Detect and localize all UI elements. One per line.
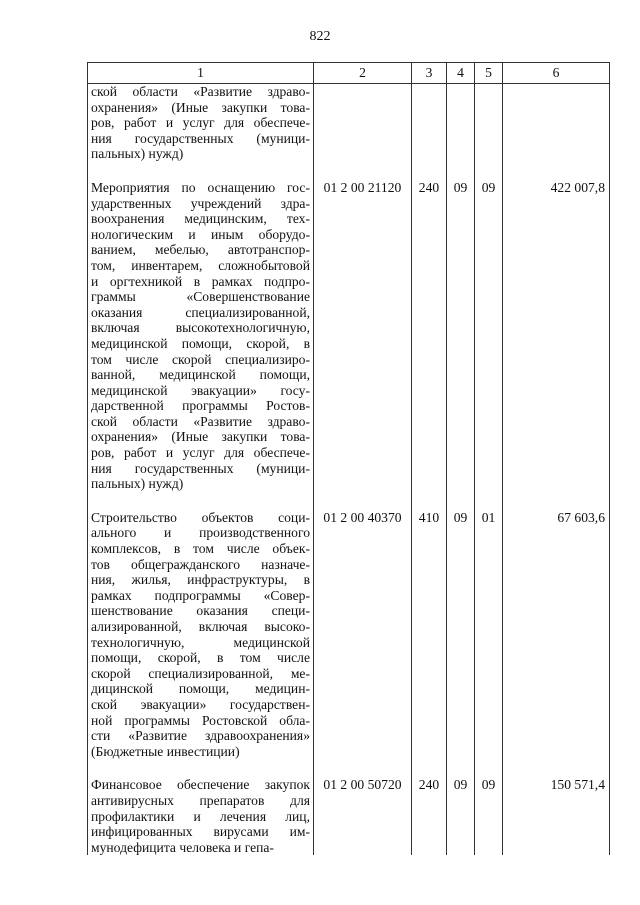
description-line: том числе скорой специализиро- [91,351,310,367]
expense-type-code [412,84,447,162]
column-header-1: 1 [88,63,314,84]
table-row [88,759,610,855]
expense-type-code: 410 [412,492,447,760]
description-line: дицинской помощи, медицин- [91,681,310,697]
column-header-5: 5 [475,63,503,84]
description-line: граммы «Совершенствование [91,289,310,305]
description-line: рамках подпрограммы «Совер- [91,587,310,603]
description-line: воохранения медицинским, тех- [91,211,310,227]
description-line: включая высокотехнологичную, [91,320,310,336]
target-article-code: 01 2 00 21120 [314,162,412,492]
subsection-code: 09 [475,162,503,492]
column-header-2: 2 [314,63,412,84]
description-line: сти «Развитие здравоохранения» [91,728,310,744]
description-line: Финансовое обеспечение закупок [91,777,310,793]
amount-value [503,84,610,162]
description-line: ской эвакуации» государствен- [91,696,310,712]
description-line: пальных) нужд) [91,146,184,162]
expense-type-code: 240 [412,759,447,855]
description-line: Строительство объектов соци- [91,509,310,525]
description-line: дарственной программы Ростов- [91,398,310,414]
budget-table [87,62,610,855]
target-article-code: 01 2 00 50720 [314,759,412,855]
target-article-code [314,84,412,162]
row-description [88,162,314,492]
column-header-3: 3 [412,63,447,84]
description-line: ния, жилья, инфраструктуры, в [91,572,310,588]
description-line: помощи, скорой, в том числе [91,650,310,666]
description-line: ния государственных (муници- [91,130,310,146]
description-line: профилактики и лечения лиц, [91,808,310,824]
row-description [88,492,314,760]
description-line: ванием, мебелью, автотранспор- [91,242,310,258]
subsection-code: 01 [475,492,503,760]
description-line: ров, работ и услуг для обеспече- [91,115,310,131]
description-line: охранения» (Иные закупки това- [91,99,310,115]
description-line: Мероприятия по оснащению гос- [91,179,310,195]
section-code [447,84,475,162]
description-line: комплексов, в том числе объек- [91,541,310,557]
description-line: ров, работ и услуг для обеспече- [91,445,310,461]
description-line: технологичную, медицинской [91,634,310,650]
description-line: и оргтехникой в рамках подпро- [91,273,310,289]
description-line: пальных) нужд) [91,476,184,492]
subsection-code: 09 [475,759,503,855]
table-row [88,84,610,162]
description-line: тов общегражданского назначе- [91,556,310,572]
table-header-row [88,63,610,84]
row-description [88,84,314,162]
description-line: ской области «Развитие здраво- [91,413,310,429]
description-line: ударственных учреждений здра- [91,195,310,211]
description-line: том, инвентарем, сложнобытовой [91,257,310,273]
description-line: шенствование оказания специ- [91,603,310,619]
amount-value: 150 571,4 [503,759,610,855]
description-line: медицинской помощи, скорой, в [91,335,310,351]
description-line: ализированной, включая высоко- [91,619,310,634]
description-line: ального и производственного [91,525,310,541]
description-line: охранения» (Иные закупки това- [91,429,310,445]
description-line: медицинской эвакуации» госу- [91,382,310,398]
column-header-6: 6 [503,63,610,84]
target-article-code: 01 2 00 40370 [314,492,412,760]
description-line: ния государственных (муници- [91,460,310,476]
description-line: скорой специализированной, ме- [91,665,310,681]
subsection-code [475,84,503,162]
description-line: нологическим и иным оборудо- [91,226,310,242]
description-line: ванной, медицинской помощи, [91,367,310,383]
section-code: 09 [447,162,475,492]
column-header-4: 4 [447,63,475,84]
description-line: ной программы Ростовской обла- [91,712,310,728]
amount-value: 422 007,8 [503,162,610,492]
table-row [88,492,610,760]
description-line: ской области «Развитие здраво- [91,84,310,99]
table-body [88,84,610,856]
description-line: (Бюджетные инвестиции) [91,743,240,759]
description-line: инфицированных вирусами им- [91,824,310,840]
row-description [88,759,314,855]
description-line: антивирусных препаратов для [91,792,310,808]
table-row [88,162,610,492]
description-line: оказания специализированной, [91,304,310,320]
section-code: 09 [447,492,475,760]
page-number: 822 [309,29,331,44]
expense-type-code: 240 [412,162,447,492]
amount-value: 67 603,6 [503,492,610,760]
section-code: 09 [447,759,475,855]
description-line: мунодефицита человека и гепа- [91,839,274,855]
